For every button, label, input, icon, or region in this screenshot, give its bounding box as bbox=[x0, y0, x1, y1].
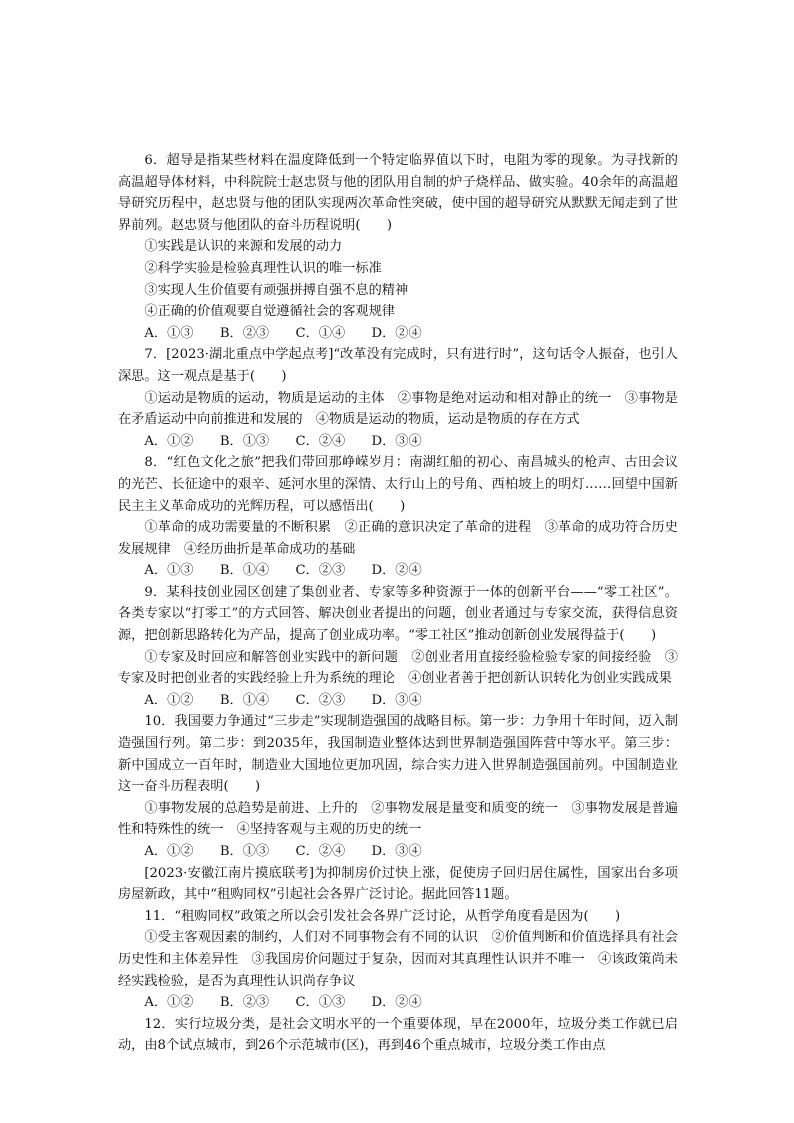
question-8-choices: A．①③ B．①④ C．②③ D．②④ bbox=[144, 563, 422, 579]
question-10-statements: ①事物发展的总趋势是前进、上升的 ②事物发展是量变和质变的统一 ③事物发展是普遍性和特殊性的统一 ④坚持客观与主观的历史的统一 bbox=[118, 800, 678, 838]
question-11-intro: [2023·安徽江南片摸底联考]为抑制房价过快上涨，促使房子回归居住属性，国家出台多项房屋新政，其中“租购同权”引起社会各界广泛讨论。据此回答11题。 bbox=[118, 865, 678, 903]
question-10-stem: 10．我国要力争通过“三步走”实现制造强国的战略目标。第一步：力争用十年时间，迈入制造强国行列。第二步：到2035年，我国制造业整体达到世界制造强国阵营中等水平。第三步：新中国成立一百年时，制造业大国地位更加巩固，综合实力进入世界制造强国前列。中国制造业这一奋斗历程表明( ) bbox=[118, 714, 678, 795]
question-7-choices: A．①② B．①③ C．②④ D．③④ bbox=[144, 433, 422, 449]
question-6-statement-2: ②科学实验是检验真理性认识的唯一标准 bbox=[144, 260, 382, 276]
question-11-choices: A．①② B．②③ C．①③ D．②④ bbox=[144, 995, 422, 1011]
question-11-statements: ①受主客观因素的制约，人们对不同事物会有不同的认识 ②价值判断和价值选择具有社会历史性和主体差异性 ③我国房价问题过于复杂，因而对其真理性认识并不唯一 ④该政策尚未经实践检验，是否为真理性认识尚存争议 bbox=[118, 930, 678, 989]
question-10-choices: A．①② B．①③ C．②④ D．③④ bbox=[144, 844, 422, 859]
question-7-statements: ①运动是物质的运动，物质是运动的主体 ②事物是绝对运动和相对静止的统一 ③事物是在矛盾运动中向前推进和发展的 ④物质是运动的物质，运动是物质的存在方式 bbox=[118, 390, 678, 428]
question-6-stem: 6．超导是指某些材料在温度降低到一个特定临界值以下时，电阻为零的现象。为寻找新的高温超导体材料，中科院院士赵忠贤与他的团队用自制的炉子烧样品、做实验。40余年的高温超导研究历程中，赵忠贤与他的团队实现两次革命性突破，使中国的超导研究从默默无闻走到了世界前列。赵忠贤与他团队的奋斗历程说明( ) bbox=[118, 153, 678, 233]
question-12-stem: 12．实行垃圾分类，是社会文明水平的一个重要体现，早在2000年，垃圾分类工作就已启动，由8个试点城市，到26个示范城市(区)，再到46个重点城市，垃圾分类工作由点 bbox=[118, 1016, 678, 1054]
question-6-choices: A．①③ B．②③ C．①④ D．②④ bbox=[144, 325, 422, 341]
question-6-statement-1: ①实践是认识的来源和发展的动力 bbox=[144, 239, 343, 255]
question-6-statement-4: ④正确的价值观要自觉遵循社会的客观规律 bbox=[144, 304, 395, 320]
question-6-statement-3: ③实现人生价值要有顽强拼搏自强不息的精神 bbox=[144, 282, 409, 298]
question-11-stem: 11．“租购同权”政策之所以会引发社会各界广泛讨论，从哲学角度看是因为( ) bbox=[144, 908, 621, 924]
question-9-stem: 9．某科技创业园区创建了集创业者、专家等多种资源于一体的创新平台——“零工社区”。各类专家以“打零工”的方式回答、解决创业者提出的问题，创业者通过与专家交流，获得信息资源，把创新思路转化为产品，提高了创业成功率。“零工社区”推动创新创业发展得益于( ) bbox=[118, 584, 678, 644]
question-9-choices: A．①② B．①④ C．②③ D．③④ bbox=[144, 692, 422, 708]
question-8-stem: 8．“红色文化之旅”把我们带回那峥嵘岁月：南湖红船的初心、南昌城头的枪声、古田会议的光芒、长征途中的艰辛、延河水里的深情、太行山上的号角、西柏坡上的明灯……回望中国新民主主义革命成功的光辉历程，可以感悟出( ) bbox=[118, 455, 678, 514]
question-9-statements: ①专家及时回应和解答创业实践中的新问题 ②创业者用直接经验检验专家的间接经验 ③专家及时把创业者的实践经验上升为系统的理论 ④创业者善于把创新认识转化为创业实践成果 bbox=[118, 649, 678, 687]
question-7-stem: 7．[2023·湖北重点中学起点考]“改革没有完成时，只有进行时”，这句话令人振奋，也引人深思。这一观点是基于( ) bbox=[118, 347, 678, 384]
question-8-statements: ①革命的成功需要量的不断积累 ②正确的意识决定了革命的进程 ③革命的成功符合历史发展规律 ④经历曲折是革命成功的基础 bbox=[118, 520, 678, 557]
document-page bbox=[118, 150, 678, 1057]
